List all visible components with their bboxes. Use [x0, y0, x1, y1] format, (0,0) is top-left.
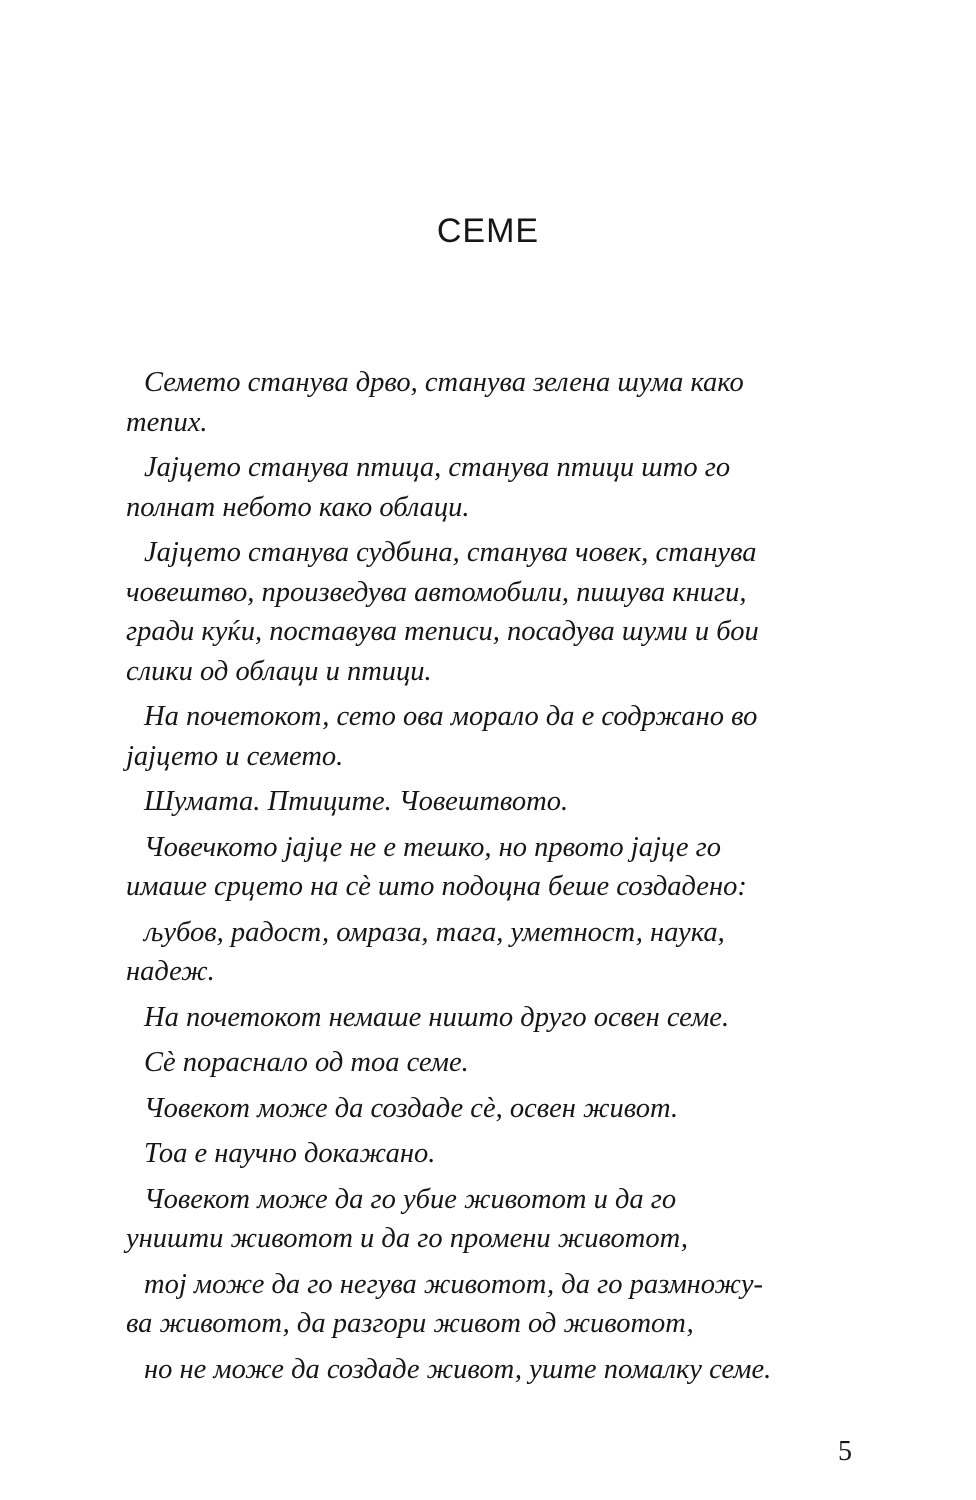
paragraph — [126, 1265, 866, 1344]
text-line: имаше срцето на сè што подоцна беше создадено: — [126, 871, 747, 902]
page-number: 5 — [838, 1436, 852, 1467]
paragraph — [126, 998, 866, 1038]
text-line: Јајцето станува птица, станува птици што го — [144, 452, 731, 483]
text-line: гради куќи, поставува теписи, посадува шуми и бои — [126, 616, 759, 647]
text-line: уништи животот и да го промени животот, — [126, 1223, 688, 1254]
text-line: На почетокот немаше ништо друго освен семе. — [144, 1001, 730, 1033]
text-line: Човекот може да го убие животот и да го — [144, 1183, 677, 1215]
text-line: Човечкото јајце не е тешко, но првото јајце го — [144, 831, 721, 863]
text-line: Шумата. Птиците. Човештвото. — [144, 786, 569, 817]
paragraph — [126, 828, 866, 907]
chapter-title: СЕМЕ — [436, 212, 540, 250]
text-line: јајцето и семето. — [126, 740, 344, 772]
text-line: но не може да создаде живот, уште помалку семе. — [144, 1353, 772, 1385]
paragraph — [126, 363, 866, 442]
text-line: слики од облаци и птици. — [126, 655, 432, 687]
text-line: Семето станува дрво, станува зелена шума како — [144, 367, 744, 398]
poem-body — [126, 363, 866, 1395]
text-line: Човекот може да создаде сè, освен живот. — [144, 1092, 679, 1124]
paragraph — [126, 1350, 866, 1390]
paragraph — [126, 697, 866, 776]
paragraph — [126, 913, 866, 992]
text-line: полнат небото како облаци. — [126, 491, 470, 523]
text-line: надеж. — [126, 956, 215, 987]
paragraph — [126, 1089, 866, 1129]
paragraph — [126, 533, 866, 691]
text-line: ва животот, да разгори живот од животот, — [126, 1308, 694, 1339]
text-line: тој може да го негува животот, да го размножу- — [144, 1268, 763, 1300]
text-line: Тоа е научно докажано. — [144, 1138, 436, 1169]
text-line: човештво, произведува автомобили, пишува книги, — [126, 576, 747, 608]
text-line: Јајцето станува судбина, станува човек, станува — [144, 537, 757, 568]
paragraph — [126, 782, 866, 822]
text-line: тепих. — [126, 406, 208, 438]
paragraph — [126, 1180, 866, 1259]
paragraph — [126, 1043, 866, 1083]
text-line: љубов, радост, омраза, тага, уметност, наука, — [144, 916, 725, 948]
text-line: Сè пораснало од тоа семе. — [144, 1047, 469, 1078]
text-line: На почетокот, сето ова морало да е содржано во — [144, 701, 758, 732]
paragraph — [126, 1134, 866, 1174]
paragraph — [126, 448, 866, 527]
